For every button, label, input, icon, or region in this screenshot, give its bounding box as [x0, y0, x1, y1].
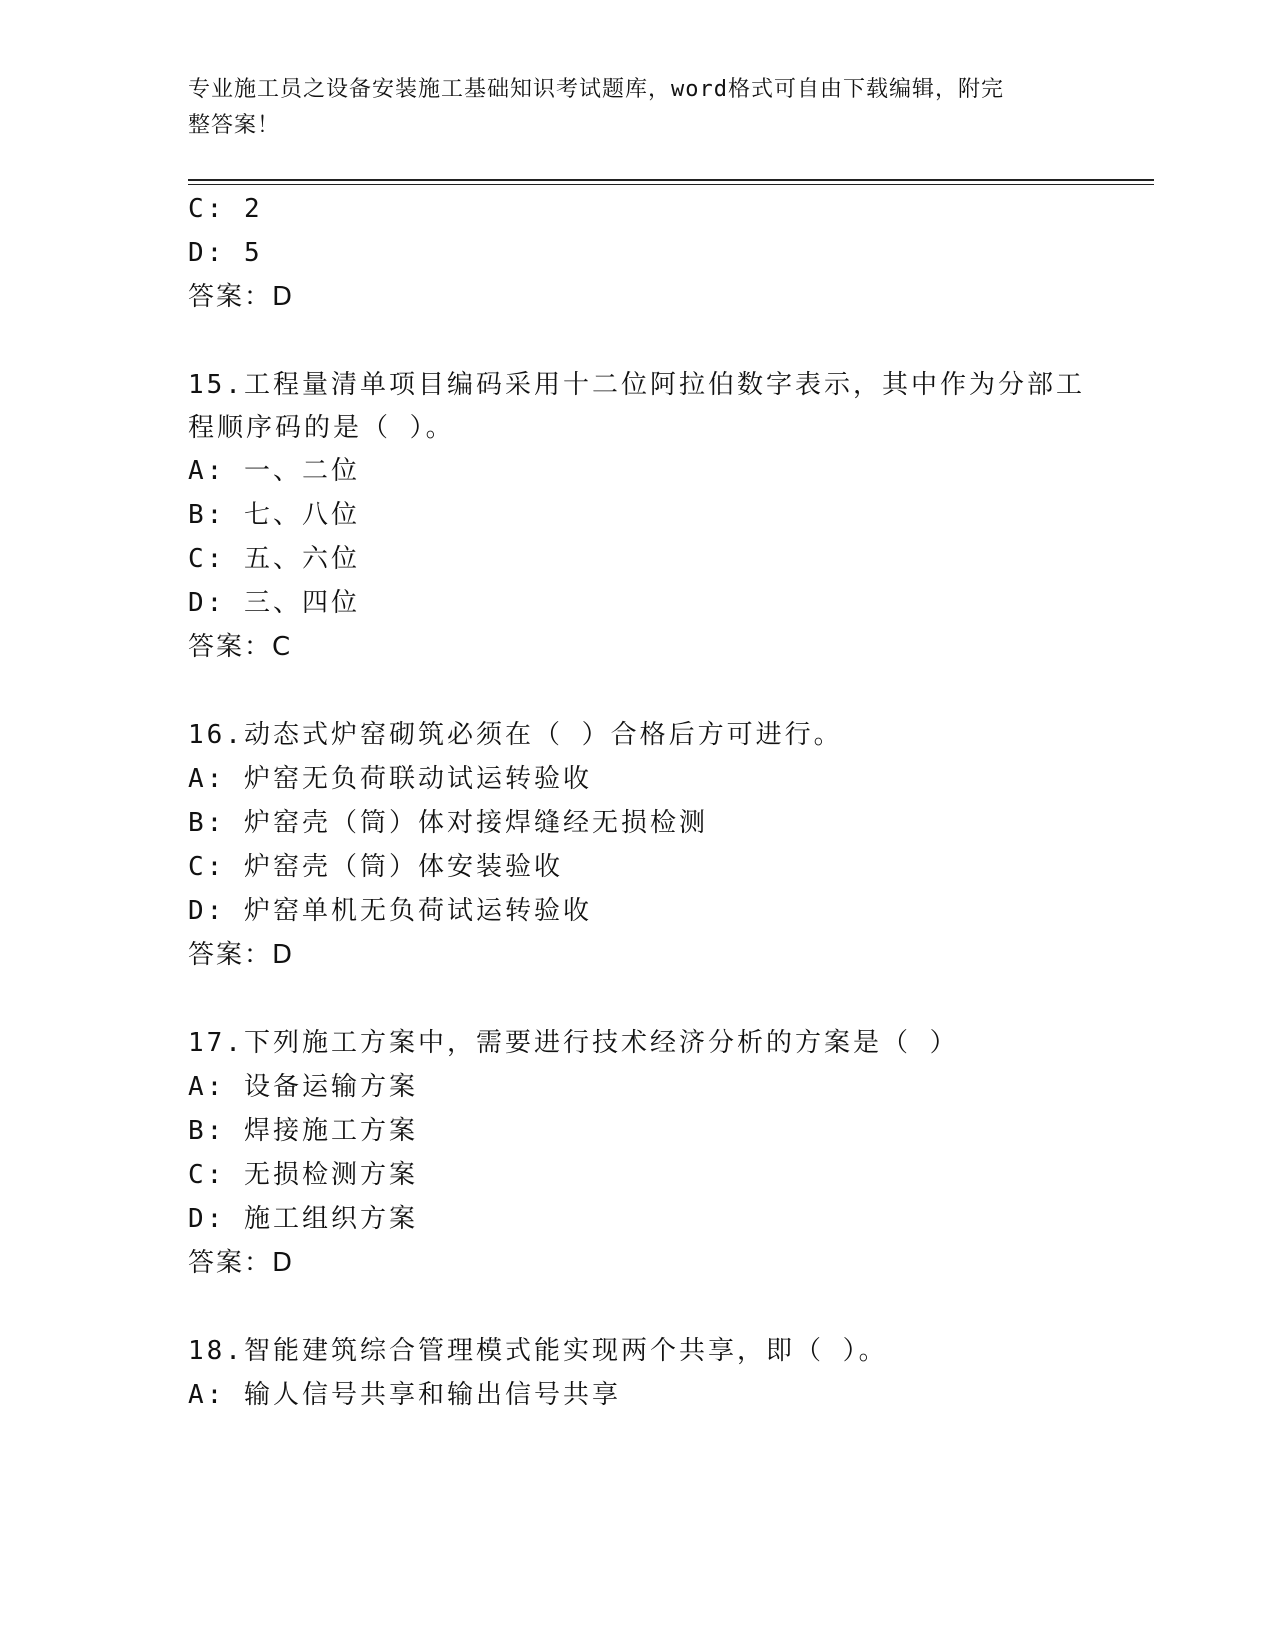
q17-answer: 答案：D: [188, 1248, 295, 1278]
header-line-1: 专业施工员之设备安装施工基础知识考试题库，word格式可自由下载编辑，附完: [188, 77, 1004, 102]
q14-option-c: C: 2: [188, 194, 263, 224]
q18-stem-line-1: 18.智能建筑综合管理模式能实现两个共享，即（ ）。: [188, 1336, 888, 1366]
q17-stem-line-1: 17.下列施工方案中，需要进行技术经济分析的方案是（ ）: [188, 1028, 959, 1058]
q17-option-b: B: 焊接施工方案: [188, 1116, 418, 1146]
q14-option-d: D: 5: [188, 238, 263, 268]
q16-option-b: B: 炉窑壳（筒）体对接焊缝经无损检测: [188, 808, 708, 838]
q15-option-a: A: 一、二位: [188, 456, 360, 486]
q16-answer: 答案：D: [188, 940, 295, 970]
document-header: [188, 72, 1068, 144]
q18-option-a: A: 输人信号共享和输出信号共享: [188, 1380, 621, 1410]
q15-option-c: C: 五、六位: [188, 544, 360, 574]
q17-option-a: A: 设备运输方案: [188, 1072, 418, 1102]
q16-stem-line-1: 16.动态式炉窑砌筑必须在（ ）合格后方可进行。: [188, 720, 843, 750]
q15-stem-line-2: 程顺序码的是（ ）。: [188, 413, 455, 443]
q15-option-b: B: 七、八位: [188, 500, 360, 530]
header-line-2: 整答案！: [188, 113, 281, 138]
header-divider-thick: [188, 179, 1154, 181]
q16-option-a: A: 炉窑无负荷联动试运转验收: [188, 764, 592, 794]
q15-option-d: D: 三、四位: [188, 588, 360, 618]
q15-stem-line-1: 15.工程量清单项目编码采用十二位阿拉伯数字表示，其中作为分部工: [188, 370, 1085, 400]
q14-answer: 答案：D: [188, 282, 295, 312]
q16-option-c: C: 炉窑壳（筒）体安装验收: [188, 852, 563, 882]
q16-option-d: D: 炉窑单机无负荷试运转验收: [188, 896, 592, 926]
q17-option-c: C: 无损检测方案: [188, 1160, 418, 1190]
header-divider-thin: [188, 184, 1154, 185]
q15-answer: 答案：C: [188, 632, 293, 662]
q17-option-d: D: 施工组织方案: [188, 1204, 418, 1234]
